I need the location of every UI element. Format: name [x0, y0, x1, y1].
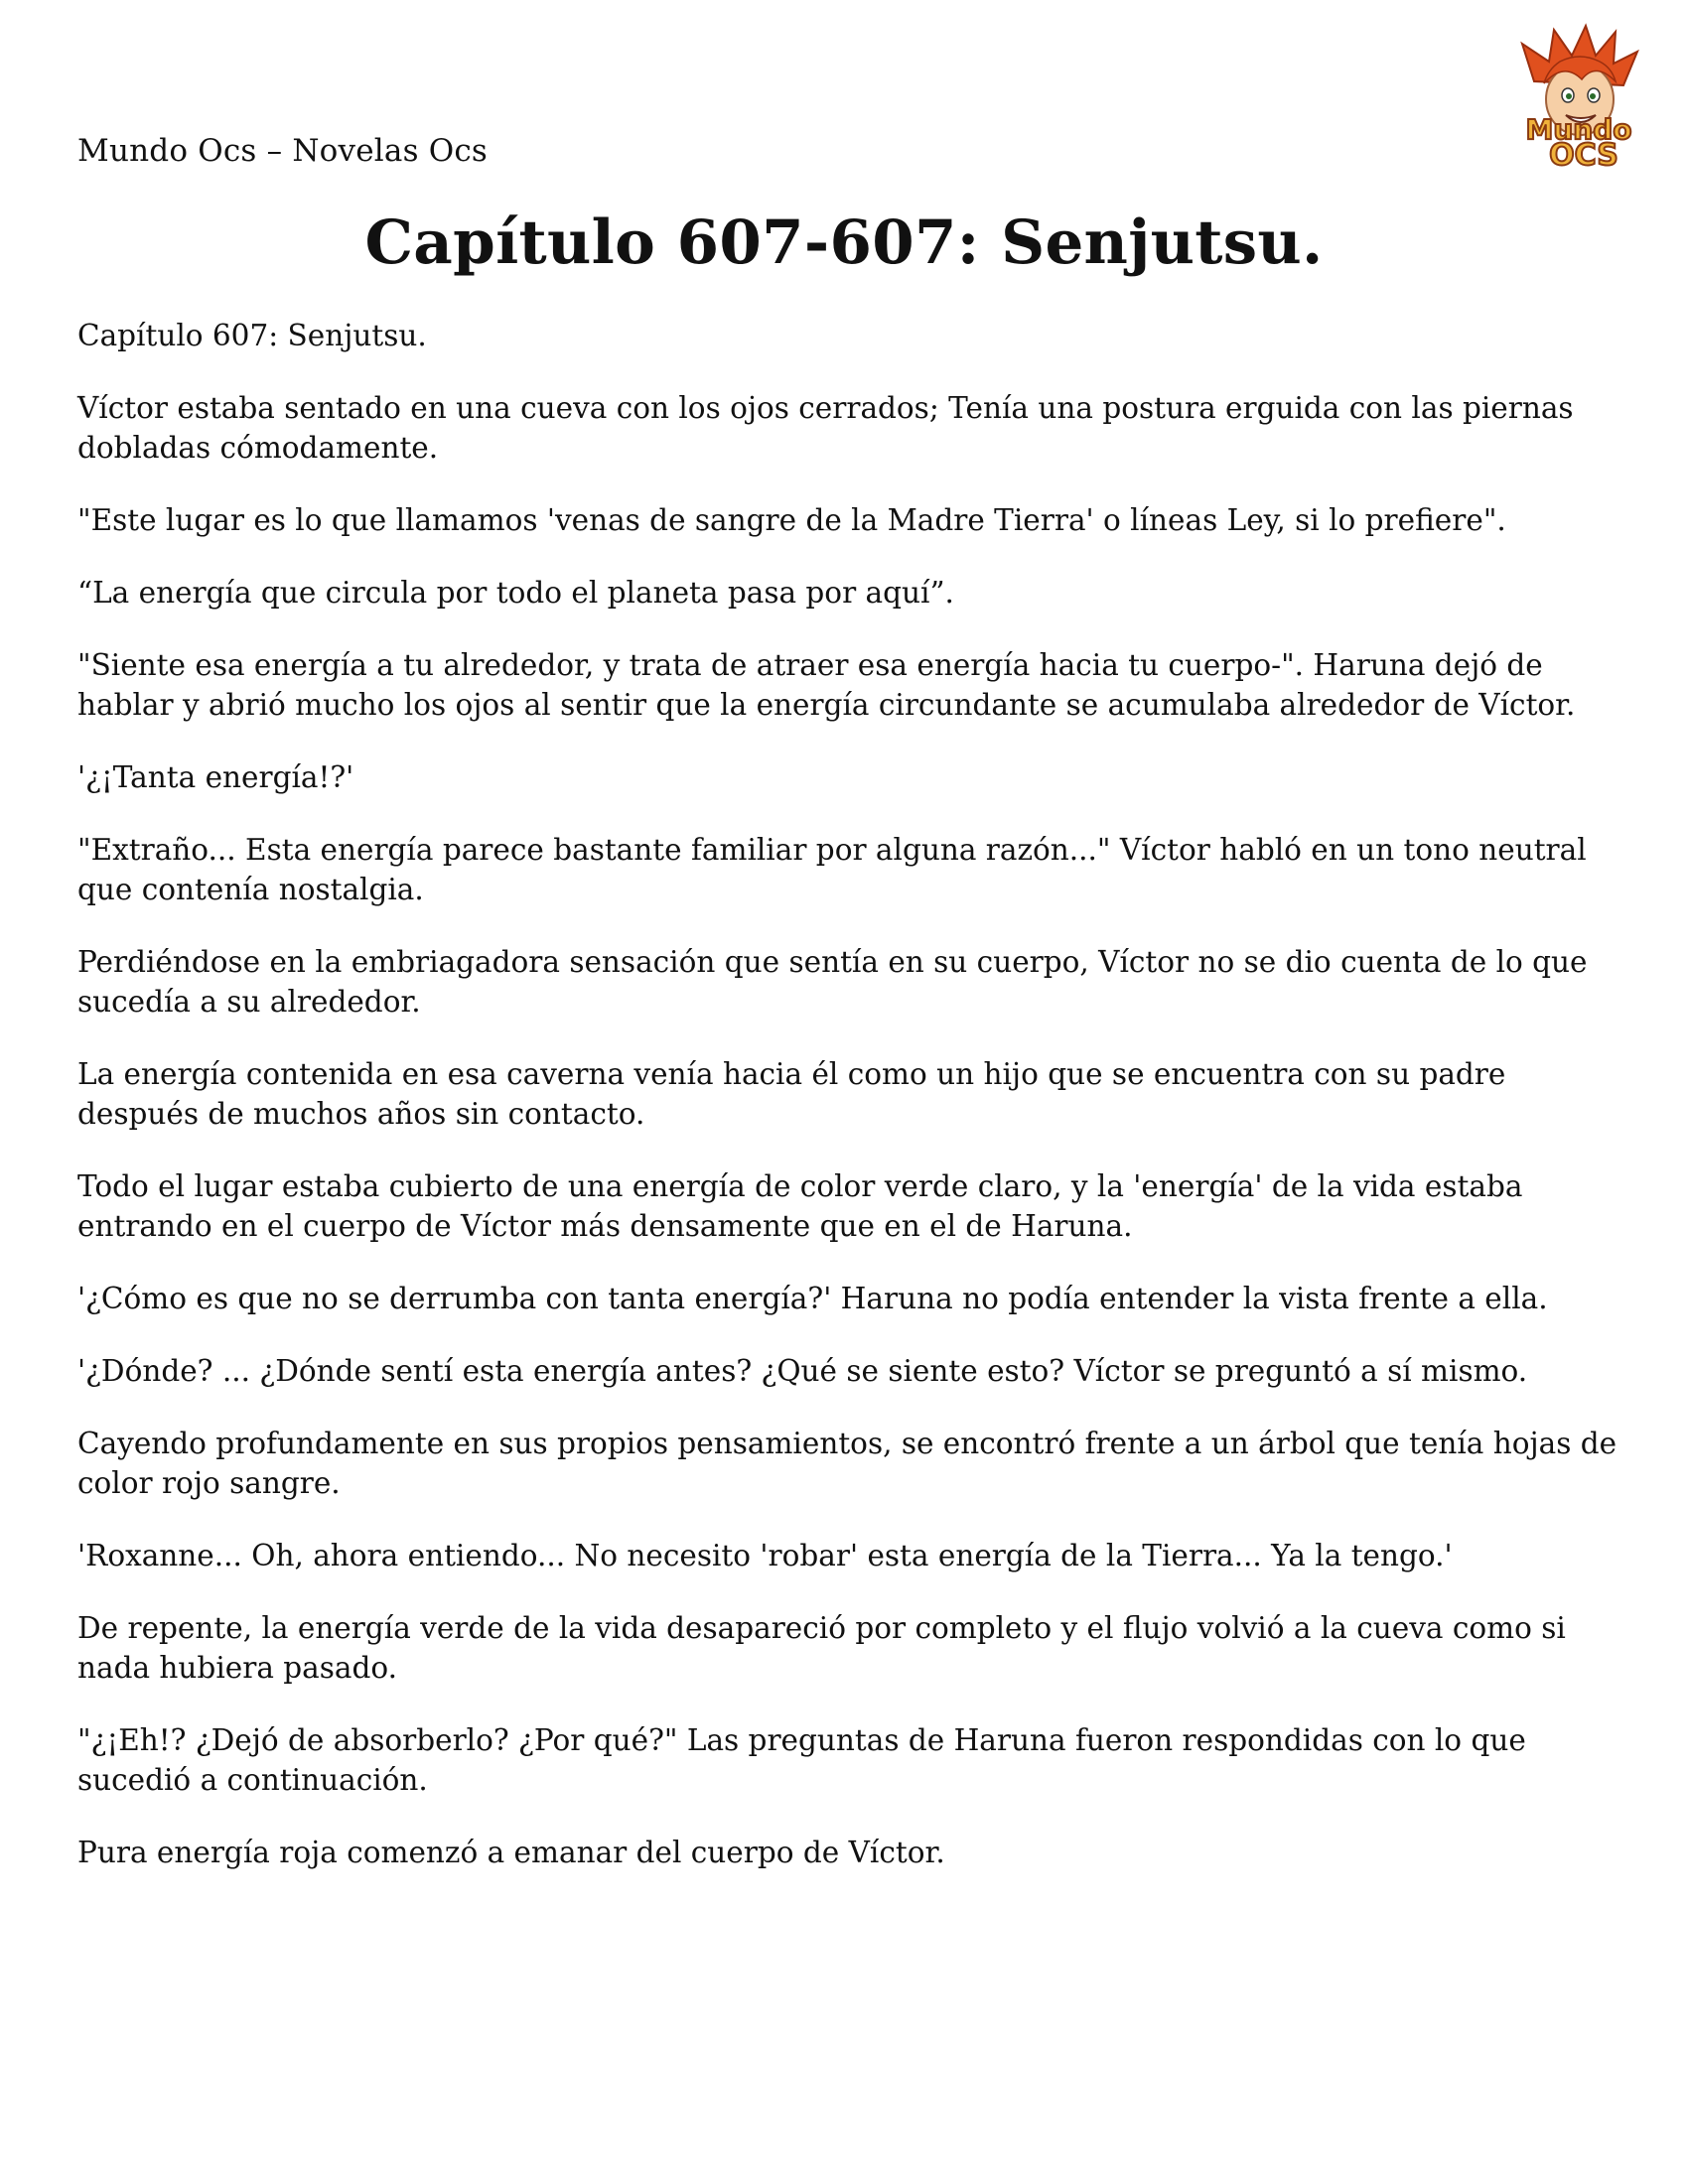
paragraph: Víctor estaba sentado en una cueva con los ojos cerrados; Tenía una postura erguida con las piernas dobladas cómodamente.: [77, 391, 1574, 465]
chapter-body: [77, 316, 1626, 1905]
paragraph: '¿Cómo es que no se derrumba con tanta energía?' Haruna no podía entender la vista frente a ella.: [77, 1282, 1548, 1315]
mundo-ocs-logo-icon: [1504, 22, 1653, 171]
logo-text-line1: Mundo: [1525, 113, 1632, 146]
paragraph: Capítulo 607: Senjutsu.: [77, 319, 427, 352]
paragraph: Cayendo profundamente en sus propios pensamientos, se encontró frente a un árbol que tenía hojas de color rojo sangre.: [77, 1427, 1618, 1500]
paragraph: “La energía que circula por todo el planeta pasa por aquí”.: [77, 576, 954, 610]
paragraph: '¿¡Tanta energía!?': [77, 760, 354, 794]
site-header: Mundo Ocs – Novelas Ocs: [77, 133, 489, 169]
paragraph: La energía contenida en esa caverna venía hacia él como un hijo que se encuentra con su padre después de muchos años sin contacto.: [77, 1057, 1506, 1131]
paragraph: '¿Dónde? ... ¿Dónde sentí esta energía antes? ¿Qué se siente esto? Víctor se preguntó a sí mismo.: [77, 1354, 1528, 1388]
paragraph: "Extraño... Esta energía parece bastante familiar por alguna razón..." Víctor habló en un tono neutral que contenía nostalgia.: [77, 833, 1587, 906]
paragraph: "Siente esa energía a tu alrededor, y trata de atraer esa energía hacia tu cuerpo-". Haruna dejó de hablar y abrió mucho los ojos al sentir que la energía circundante se acumulaba alrededor de Víctor.: [77, 648, 1576, 722]
paragraph: Todo el lugar estaba cubierto de una energía de color verde claro, y la 'energía' de la vida estaba entrando en el cuerpo de Víctor más densamente que en el de Haruna.: [77, 1169, 1523, 1243]
paragraph: Pura energía roja comenzó a emanar del cuerpo de Víctor.: [77, 1836, 945, 1869]
paragraph: "¿¡Eh!? ¿Dejó de absorberlo? ¿Por qué?" Las preguntas de Haruna fueron respondidas con lo que sucedió a continuación.: [77, 1723, 1526, 1797]
paragraph: Perdiéndose en la embriagadora sensación que sentía en su cuerpo, Víctor no se dio cuenta de lo que sucedía a su alrededor.: [77, 945, 1588, 1019]
paragraph: 'Roxanne... Oh, ahora entiendo... No necesito 'robar' esta energía de la Tierra... Ya la tengo.': [77, 1539, 1453, 1572]
paragraph: De repente, la energía verde de la vida desapareció por completo y el flujo volvió a la cueva como si nada hubiera pasado.: [77, 1611, 1566, 1685]
logo-text-line2: OCS: [1549, 138, 1618, 171]
chapter-title: Capítulo 607-607: Senjutsu.: [364, 207, 1324, 278]
paragraph: "Este lugar es lo que llamamos 'venas de sangre de la Madre Tierra' o líneas Ley, si lo prefiere".: [77, 503, 1506, 537]
